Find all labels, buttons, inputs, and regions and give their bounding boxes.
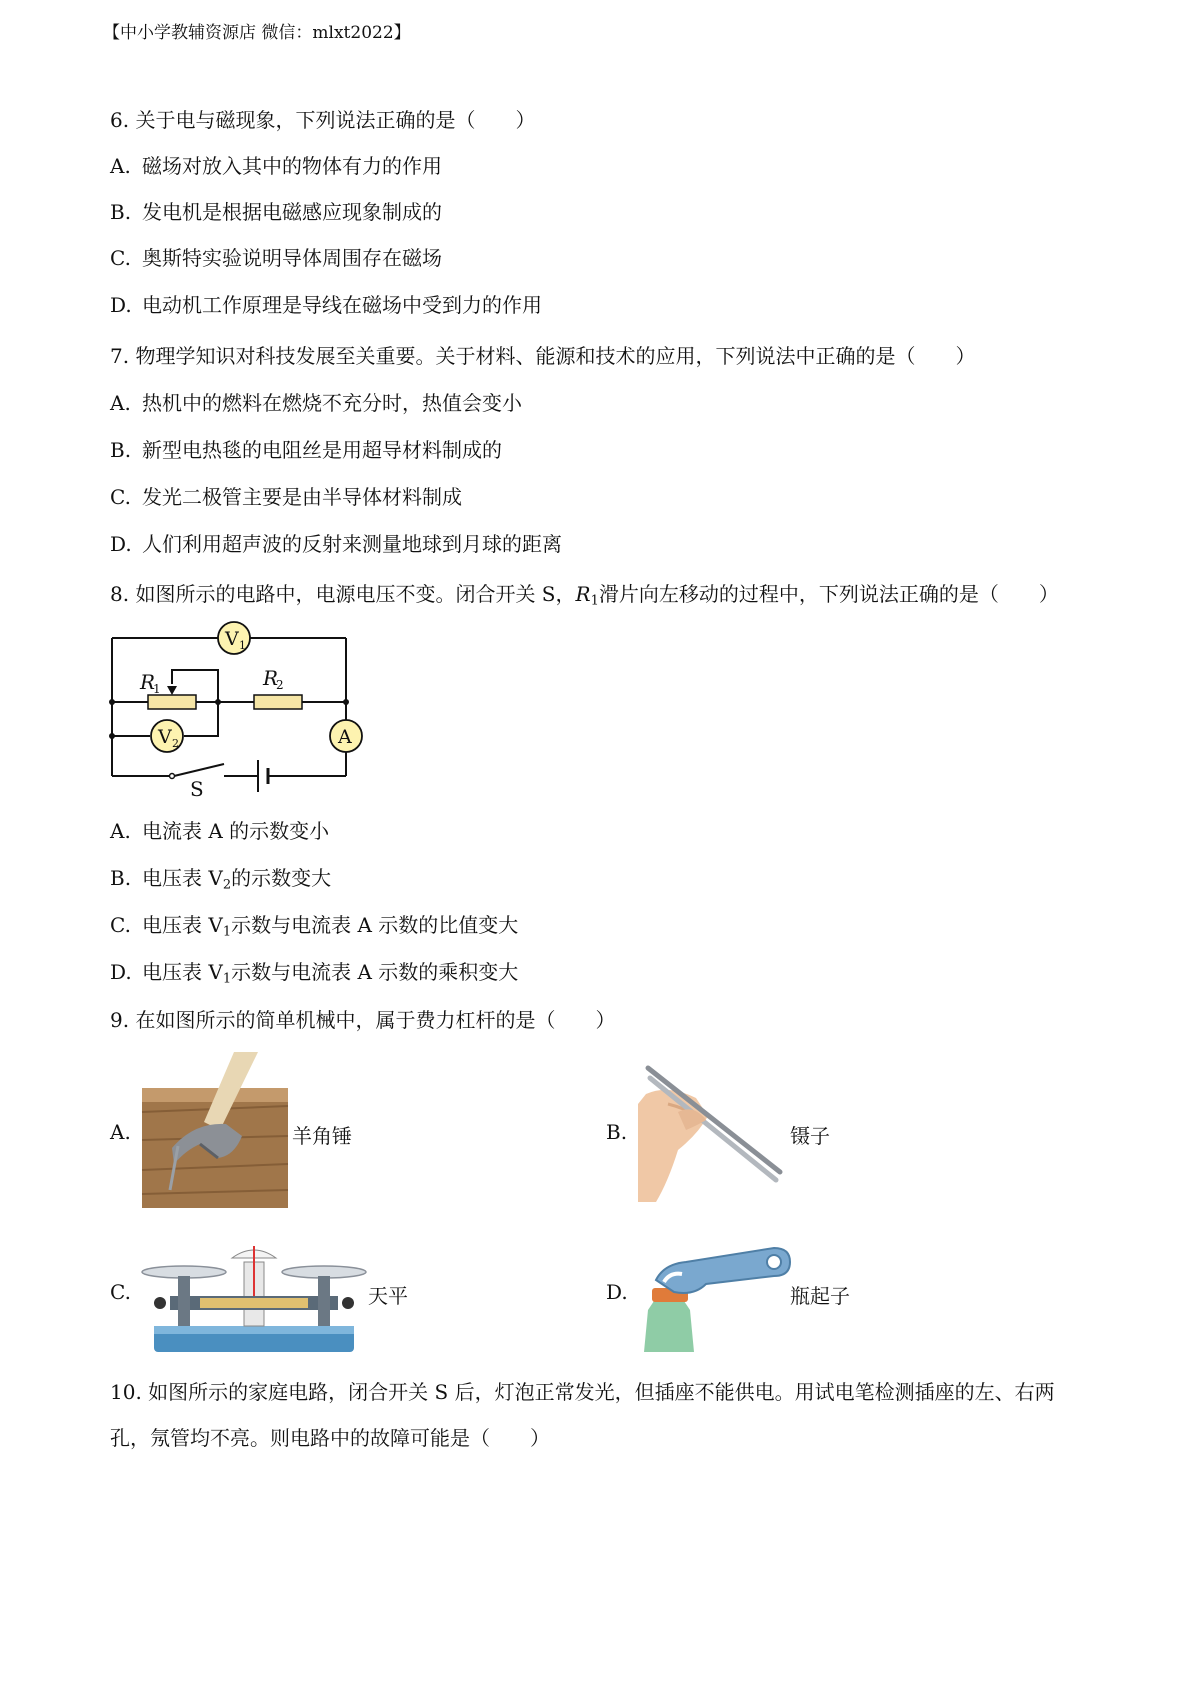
q8-stem: [110, 578, 1059, 608]
q8-option-b: [110, 862, 331, 892]
slider-arrow-icon: [167, 686, 177, 695]
q6-option-a: [110, 150, 442, 179]
option-sub: 1: [222, 924, 232, 940]
option-letter: D.: [110, 293, 132, 317]
page-header: 【中小学教辅资源店 微信：mlxt2022】: [103, 23, 411, 43]
r2-label-sub: 2: [276, 678, 284, 692]
option-letter: D.: [110, 532, 132, 556]
ammeter-label: A: [338, 726, 352, 748]
resistor-r2: [254, 695, 302, 709]
circuit-diagram: [108, 618, 368, 801]
option-text-post: 的示数变大: [231, 866, 332, 890]
v2-label-sub: 2: [172, 737, 179, 750]
bottle-opener-image: [634, 1240, 792, 1352]
option-sub: 1: [222, 971, 232, 987]
q9-option-d-letter: D.: [606, 1280, 628, 1304]
option-text: 电压表 V: [142, 913, 223, 937]
q7-option-c: [110, 481, 462, 510]
option-text: 电流表 A 的示数变小: [142, 819, 330, 843]
q9-stem: 9. 在如图所示的简单机械中，属于费力杠杆的是（ ）: [110, 1008, 616, 1032]
option-text-post: 示数与电流表 A 示数的比值变大: [231, 913, 519, 937]
q8-stem-pre: 8. 如图所示的电路中，电源电压不变。闭合开关 S，: [110, 582, 576, 606]
option-text: 发电机是根据电磁感应现象制成的: [142, 200, 442, 224]
option-letter: B.: [110, 200, 132, 224]
q8-option-c: [110, 909, 518, 939]
q9-option-a-name: 羊角锤: [292, 1124, 352, 1148]
v1-label-sub: 1: [239, 639, 246, 652]
option-sub: 2: [222, 877, 232, 893]
option-letter: A.: [110, 154, 131, 178]
q7-stem: 7. 物理学知识对科技发展至关重要。关于材料、能源和技术的应用，下列说法中正确的是（ ）: [110, 344, 976, 368]
option-letter: B.: [110, 438, 132, 462]
junction-dot: [343, 699, 349, 705]
option-text: 奥斯特实验说明导体周围存在磁场: [142, 246, 442, 270]
q10-stem-line1: 10. 如图所示的家庭电路，闭合开关 S 后，灯泡正常发光，但插座不能供电。用试电笔检测插座的左、右两: [110, 1380, 1055, 1404]
option-text: 发光二极管主要是由半导体材料制成: [142, 485, 462, 509]
q8-stem-sub: 1: [590, 593, 599, 609]
q6-option-d: [110, 289, 542, 318]
switch-blade: [174, 764, 224, 776]
q8-option-d: [110, 956, 518, 986]
q9-option-b-name: 镊子: [790, 1124, 830, 1148]
q7-option-a: [110, 387, 522, 416]
option-text: 电压表 V: [142, 866, 223, 890]
option-text: 电压表 V: [142, 960, 223, 984]
v2-label: V: [158, 726, 172, 748]
option-letter: B.: [110, 866, 132, 890]
q6-stem: 6. 关于电与磁现象，下列说法正确的是（ ）: [110, 108, 536, 132]
junction-dot: [109, 733, 115, 739]
option-letter: C.: [110, 913, 131, 937]
option-text: 人们利用超声波的反射来测量地球到月球的距离: [142, 532, 562, 556]
r1-label: R: [140, 670, 156, 694]
tweezers-image: [638, 1064, 788, 1202]
junction-dot: [215, 699, 221, 705]
balance-scale-image: [140, 1242, 368, 1354]
q6-option-b: [110, 196, 442, 225]
junction-dot: [109, 699, 115, 705]
option-text-post: 示数与电流表 A 示数的乘积变大: [231, 960, 519, 984]
q8-stem-post: 滑片向左移动的过程中，下列说法正确的是（ ）: [598, 582, 1059, 606]
q7-option-b: [110, 434, 502, 463]
option-letter: C.: [110, 246, 131, 270]
option-text: 磁场对放入其中的物体有力的作用: [142, 154, 442, 178]
option-letter: D.: [110, 960, 132, 984]
option-text: 电动机工作原理是导线在磁场中受到力的作用: [142, 293, 542, 317]
q9-option-a-letter: A.: [110, 1120, 131, 1144]
q8-option-a: [110, 815, 329, 844]
resistor-r1: [148, 695, 196, 709]
q9-option-c-name: 天平: [368, 1284, 408, 1308]
switch-label: S: [190, 777, 204, 801]
option-text: 新型电热毯的电阻丝是用超导材料制成的: [142, 438, 502, 462]
option-letter: A.: [110, 819, 131, 843]
q9-option-b-letter: B.: [606, 1120, 628, 1144]
option-letter: C.: [110, 485, 131, 509]
q10-stem-line2: 孔，氖管均不亮。则电路中的故障可能是（ ）: [110, 1426, 550, 1450]
claw-hammer-image: [142, 1052, 288, 1208]
q7-option-d: [110, 528, 562, 557]
r2-label: R: [263, 666, 279, 690]
switch-pivot: [170, 774, 175, 779]
option-text: 热机中的燃料在燃烧不充分时，热值会变小: [142, 391, 522, 415]
r1-label-sub: 1: [153, 682, 161, 696]
q9-option-d-name: 瓶起子: [790, 1284, 850, 1308]
option-letter: A.: [110, 391, 131, 415]
q8-stem-var: R: [575, 582, 591, 606]
q9-option-c-letter: C.: [110, 1280, 131, 1304]
v1-label: V: [225, 628, 239, 650]
q6-option-c: [110, 242, 442, 271]
